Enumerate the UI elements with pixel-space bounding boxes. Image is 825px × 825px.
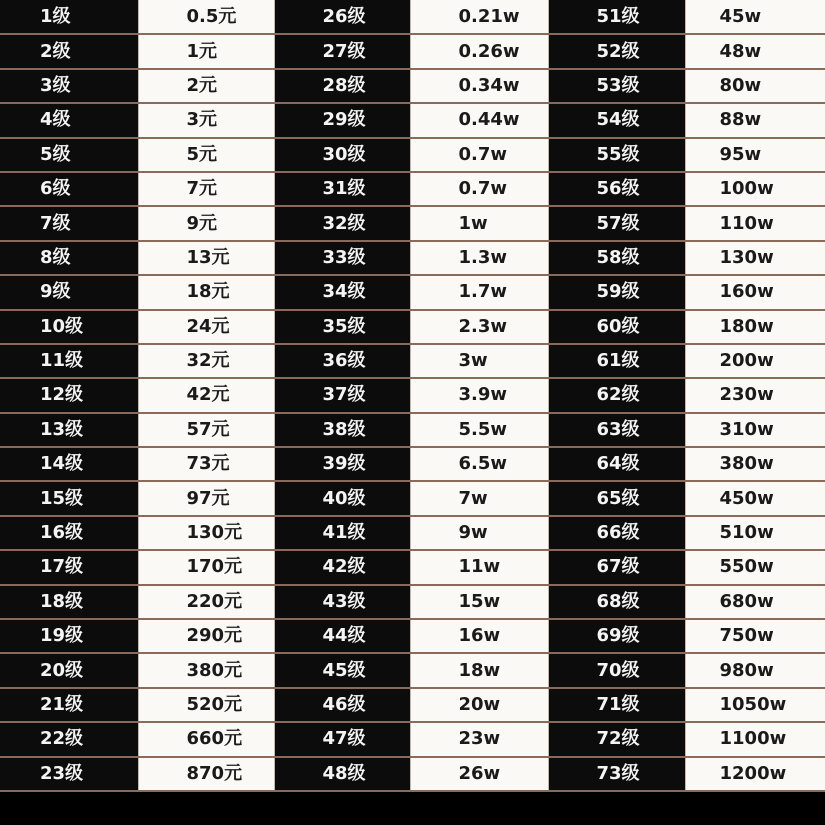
reward-cell: 0.26w: [410, 34, 548, 68]
reward-cell: 1100w: [685, 722, 825, 756]
reward-cell: 290元: [138, 619, 274, 653]
level-cell: 57级: [548, 206, 685, 240]
table-row: [0, 619, 825, 653]
table-row: [0, 69, 825, 103]
level-cell: 70级: [548, 653, 685, 687]
level-cell: 13级: [0, 413, 138, 447]
reward-cell: 18元: [138, 275, 274, 309]
reward-cell: 160w: [685, 275, 825, 309]
level-cell: 36级: [274, 344, 410, 378]
level-cell: 6级: [0, 172, 138, 206]
level-cell: 62级: [548, 378, 685, 412]
reward-cell: 2元: [138, 69, 274, 103]
reward-cell: 0.7w: [410, 172, 548, 206]
reward-cell: 0.7w: [410, 138, 548, 172]
reward-cell: 7w: [410, 481, 548, 515]
reward-cell: 20w: [410, 688, 548, 722]
reward-cell: 18w: [410, 653, 548, 687]
reward-cell: 1w: [410, 206, 548, 240]
reward-cell: 980w: [685, 653, 825, 687]
reward-cell: 26w: [410, 757, 548, 791]
level-cell: 10级: [0, 310, 138, 344]
reward-cell: 0.34w: [410, 69, 548, 103]
level-cell: 14级: [0, 447, 138, 481]
level-cell: 31级: [274, 172, 410, 206]
level-cell: 11级: [0, 344, 138, 378]
level-cell: 12级: [0, 378, 138, 412]
reward-cell: 6.5w: [410, 447, 548, 481]
reward-cell: 7元: [138, 172, 274, 206]
level-cell: 44级: [274, 619, 410, 653]
table-row: [0, 516, 825, 550]
reward-cell: 0.44w: [410, 103, 548, 137]
level-cell: 33级: [274, 241, 410, 275]
reward-cell: 48w: [685, 34, 825, 68]
level-cell: 17级: [0, 550, 138, 584]
table-row: [0, 378, 825, 412]
table-row: [0, 413, 825, 447]
level-cell: 64级: [548, 447, 685, 481]
level-cell: 1级: [0, 0, 138, 34]
reward-cell: 220元: [138, 585, 274, 619]
level-cell: 23级: [0, 757, 138, 791]
table-row: [0, 757, 825, 791]
reward-cell: 88w: [685, 103, 825, 137]
level-cell: 4级: [0, 103, 138, 137]
reward-cell: 3元: [138, 103, 274, 137]
level-cell: 45级: [274, 653, 410, 687]
table-row: [0, 34, 825, 68]
reward-cell: 16w: [410, 619, 548, 653]
reward-cell: 32元: [138, 344, 274, 378]
table-row: [0, 0, 825, 34]
level-cell: 60级: [548, 310, 685, 344]
level-cell: 71级: [548, 688, 685, 722]
level-cell: 68级: [548, 585, 685, 619]
reward-cell: 3w: [410, 344, 548, 378]
level-cell: 59级: [548, 275, 685, 309]
reward-cell: 0.5元: [138, 0, 274, 34]
level-cell: 55级: [548, 138, 685, 172]
reward-cell: 5.5w: [410, 413, 548, 447]
table-row: [0, 344, 825, 378]
level-cell: 37级: [274, 378, 410, 412]
reward-cell: 380元: [138, 653, 274, 687]
reward-cell: 80w: [685, 69, 825, 103]
level-cell: 27级: [274, 34, 410, 68]
level-cell: 34级: [274, 275, 410, 309]
table-row: [0, 172, 825, 206]
reward-cell: 23w: [410, 722, 548, 756]
level-cell: 42级: [274, 550, 410, 584]
reward-cell: 1.3w: [410, 241, 548, 275]
level-cell: 8级: [0, 241, 138, 275]
reward-cell: 73元: [138, 447, 274, 481]
reward-cell: 9w: [410, 516, 548, 550]
level-cell: 19级: [0, 619, 138, 653]
level-cell: 58级: [548, 241, 685, 275]
level-cell: 20级: [0, 653, 138, 687]
level-cell: 56级: [548, 172, 685, 206]
level-cell: 28级: [274, 69, 410, 103]
level-cell: 54级: [548, 103, 685, 137]
level-cell: 72级: [548, 722, 685, 756]
table-row: [0, 447, 825, 481]
reward-cell: 380w: [685, 447, 825, 481]
table-row: [0, 310, 825, 344]
reward-cell: 230w: [685, 378, 825, 412]
table-row: [0, 481, 825, 515]
level-cell: 66级: [548, 516, 685, 550]
level-cell: 38级: [274, 413, 410, 447]
table-row: [0, 275, 825, 309]
reward-cell: 13元: [138, 241, 274, 275]
level-cell: 51级: [548, 0, 685, 34]
level-cell: 32级: [274, 206, 410, 240]
level-cell: 22级: [0, 722, 138, 756]
reward-cell: 11w: [410, 550, 548, 584]
reward-cell: 1050w: [685, 688, 825, 722]
reward-cell: 57元: [138, 413, 274, 447]
reward-cell: 100w: [685, 172, 825, 206]
table-row: [0, 688, 825, 722]
table-row: [0, 103, 825, 137]
reward-cell: 2.3w: [410, 310, 548, 344]
reward-cell: 24元: [138, 310, 274, 344]
level-cell: 29级: [274, 103, 410, 137]
level-cell: 18级: [0, 585, 138, 619]
level-cell: 30级: [274, 138, 410, 172]
table-row: [0, 206, 825, 240]
level-cell: 2级: [0, 34, 138, 68]
reward-cell: 170元: [138, 550, 274, 584]
reward-cell: 1元: [138, 34, 274, 68]
level-cell: 69级: [548, 619, 685, 653]
reward-cell: 680w: [685, 585, 825, 619]
level-cell: 40级: [274, 481, 410, 515]
level-cell: 16级: [0, 516, 138, 550]
table-row: [0, 241, 825, 275]
reward-cell: 200w: [685, 344, 825, 378]
reward-cell: 520元: [138, 688, 274, 722]
table-row: [0, 585, 825, 619]
reward-cell: 110w: [685, 206, 825, 240]
level-cell: 63级: [548, 413, 685, 447]
level-cell: 73级: [548, 757, 685, 791]
reward-cell: 510w: [685, 516, 825, 550]
level-cell: 61级: [548, 344, 685, 378]
reward-cell: 310w: [685, 413, 825, 447]
level-cell: 15级: [0, 481, 138, 515]
reward-cell: 550w: [685, 550, 825, 584]
table-row: [0, 653, 825, 687]
reward-cell: 130w: [685, 241, 825, 275]
level-cell: 52级: [548, 34, 685, 68]
level-cell: 9级: [0, 275, 138, 309]
reward-cell: 5元: [138, 138, 274, 172]
reward-cell: 1.7w: [410, 275, 548, 309]
reward-cell: 9元: [138, 206, 274, 240]
reward-cell: 1200w: [685, 757, 825, 791]
reward-cell: 42元: [138, 378, 274, 412]
table-row: [0, 550, 825, 584]
reward-cell: 97元: [138, 481, 274, 515]
reward-cell: 15w: [410, 585, 548, 619]
table-row: [0, 138, 825, 172]
reward-cell: 750w: [685, 619, 825, 653]
level-cell: 7级: [0, 206, 138, 240]
level-cell: 46级: [274, 688, 410, 722]
reward-cell: 3.9w: [410, 378, 548, 412]
level-cell: 3级: [0, 69, 138, 103]
reward-cell: 660元: [138, 722, 274, 756]
level-cell: 39级: [274, 447, 410, 481]
reward-cell: 450w: [685, 481, 825, 515]
level-cell: 26级: [274, 0, 410, 34]
level-cell: 43级: [274, 585, 410, 619]
level-cell: 47级: [274, 722, 410, 756]
level-cell: 35级: [274, 310, 410, 344]
table-row: [0, 722, 825, 756]
level-cell: 21级: [0, 688, 138, 722]
level-cell: 67级: [548, 550, 685, 584]
level-cell: 41级: [274, 516, 410, 550]
level-cell: 5级: [0, 138, 138, 172]
level-cell: 48级: [274, 757, 410, 791]
reward-cell: 180w: [685, 310, 825, 344]
reward-cell: 130元: [138, 516, 274, 550]
level-cell: 53级: [548, 69, 685, 103]
reward-cell: 45w: [685, 0, 825, 34]
reward-cell: 95w: [685, 138, 825, 172]
level-cell: 65级: [548, 481, 685, 515]
reward-cell: 0.21w: [410, 0, 548, 34]
reward-cell: 870元: [138, 757, 274, 791]
